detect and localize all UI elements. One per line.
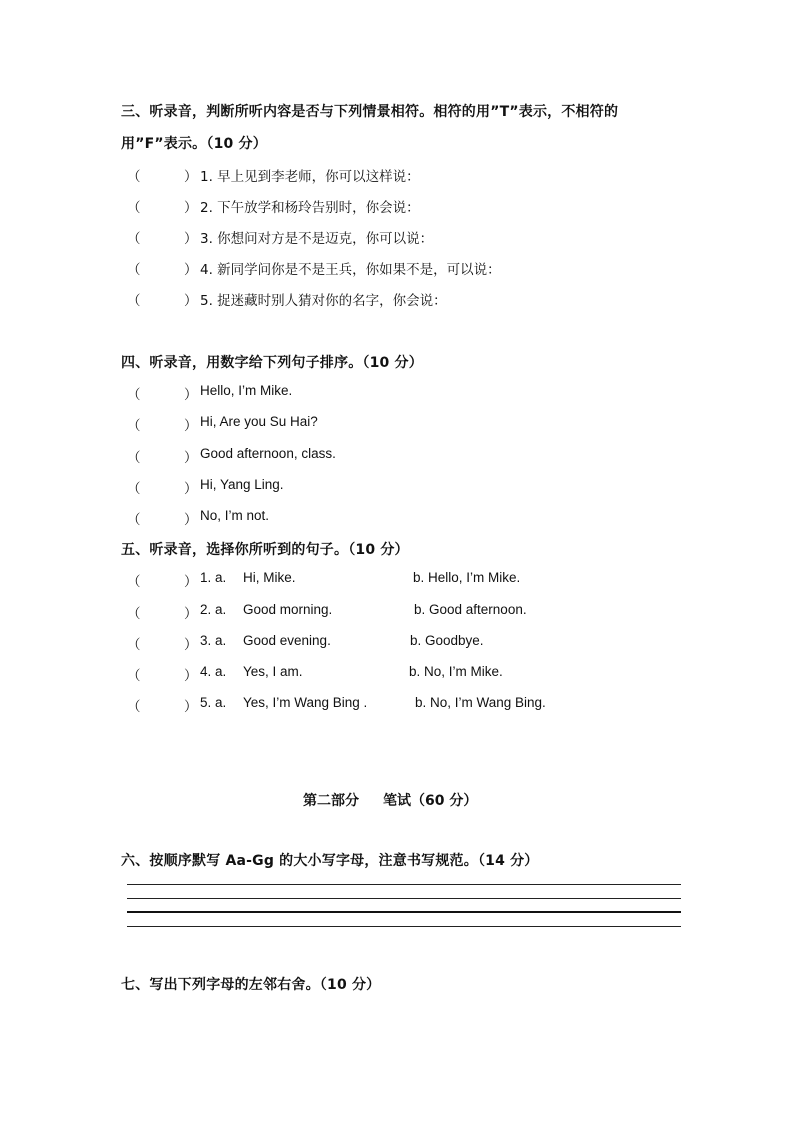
option-a: Hi, Mike.: [243, 570, 296, 585]
item-text: 5. 捉迷藏时别人猜对你的名字，你会说：: [200, 293, 447, 309]
item-text: Hi, Are you Su Hai?: [200, 414, 318, 429]
answer-paren-open: （: [127, 450, 141, 466]
item-text: 3. 你想问对方是不是迈克，你可以说：: [200, 231, 434, 247]
item-text: No, I’m not.: [200, 508, 270, 523]
option-number: 1. a.: [200, 570, 227, 585]
item-text: 1. 早上见到李老师，你可以这样说：: [200, 169, 420, 185]
answer-paren-open: （: [127, 699, 141, 715]
item-text: Hello, I’m Mike.: [200, 383, 293, 398]
option-b: b. Good afternoon.: [414, 602, 527, 617]
writing-line-baseline: [127, 911, 681, 913]
section3-title-line1: 三、听录音，判断所听内容是否与下列情景相符。相符的用”T”表示，不相符的: [121, 104, 619, 120]
answer-paren-open: （: [127, 606, 141, 622]
answer-paren-close: ）: [184, 293, 198, 309]
option-a: Good morning.: [243, 602, 333, 617]
answer-paren-open: （: [127, 262, 141, 278]
item-text: 2. 下午放学和杨玲告别时，你会说：: [200, 200, 420, 216]
option-a: Yes, I am.: [243, 664, 303, 679]
item-text: 4. 新同学问你是不是王兵，你如果不是，可以说：: [200, 262, 501, 278]
part2-title: [303, 790, 477, 810]
option-b: b. No, I’m Mike.: [409, 664, 503, 679]
answer-paren-open: （: [127, 169, 141, 185]
writing-line-upper-mid: [127, 898, 681, 899]
answer-paren-close: ）: [184, 512, 198, 528]
option-a: Good evening.: [243, 633, 331, 648]
writing-line-bottom: [127, 926, 681, 927]
option-b: b. Goodbye.: [410, 633, 484, 648]
answer-paren-open: （: [127, 481, 141, 497]
section4-title: 四、听录音，用数字给下列句子排序。（10 分）: [121, 355, 423, 371]
part2-name: 笔试（60 分）: [383, 793, 478, 809]
item-text: Good afternoon, class.: [200, 446, 336, 461]
answer-paren-open: （: [127, 418, 141, 434]
answer-paren-close: ）: [184, 481, 198, 497]
option-number: 3. a.: [200, 633, 227, 648]
four-line-writing-grid[interactable]: [127, 884, 681, 928]
answer-paren-close: ）: [184, 169, 198, 185]
part2-label: 第二部分: [303, 793, 359, 809]
section5-title: 五、听录音，选择你所听到的句子。（10 分）: [121, 542, 409, 558]
item-text: Hi, Yang Ling.: [200, 477, 284, 492]
answer-paren-open: （: [127, 293, 141, 309]
answer-paren-close: ）: [184, 574, 198, 590]
answer-paren-close: ）: [184, 231, 198, 247]
answer-paren-open: （: [127, 574, 141, 590]
answer-paren-close: ）: [184, 450, 198, 466]
answer-paren-open: （: [127, 512, 141, 528]
option-number: 2. a.: [200, 602, 227, 617]
answer-paren-open: （: [127, 387, 141, 403]
answer-paren-open: （: [127, 231, 141, 247]
answer-paren-close: ）: [184, 699, 198, 715]
section6-title: 六、按顺序默写 Aa-Gg 的大小写字母，注意书写规范。（14 分）: [121, 853, 539, 869]
answer-paren-open: （: [127, 200, 141, 216]
option-number: 5. a.: [200, 695, 227, 710]
answer-paren-open: （: [127, 668, 141, 684]
option-number: 4. a.: [200, 664, 227, 679]
answer-paren-close: ）: [184, 387, 198, 403]
section7-title: 七、写出下列字母的左邻右舍。（10 分）: [121, 977, 381, 993]
option-b: b. Hello, I’m Mike.: [413, 570, 521, 585]
answer-paren-close: ）: [184, 200, 198, 216]
writing-line-top: [127, 884, 681, 885]
section3-title-line2: 用”F”表示。（10 分）: [121, 136, 267, 152]
answer-paren-close: ）: [184, 668, 198, 684]
answer-paren-open: （: [127, 637, 141, 653]
answer-paren-close: ）: [184, 637, 198, 653]
option-b: b. No, I’m Wang Bing.: [415, 695, 546, 710]
answer-paren-close: ）: [184, 262, 198, 278]
option-a: Yes, I’m Wang Bing .: [243, 695, 368, 710]
answer-paren-close: ）: [184, 606, 198, 622]
answer-paren-close: ）: [184, 418, 198, 434]
